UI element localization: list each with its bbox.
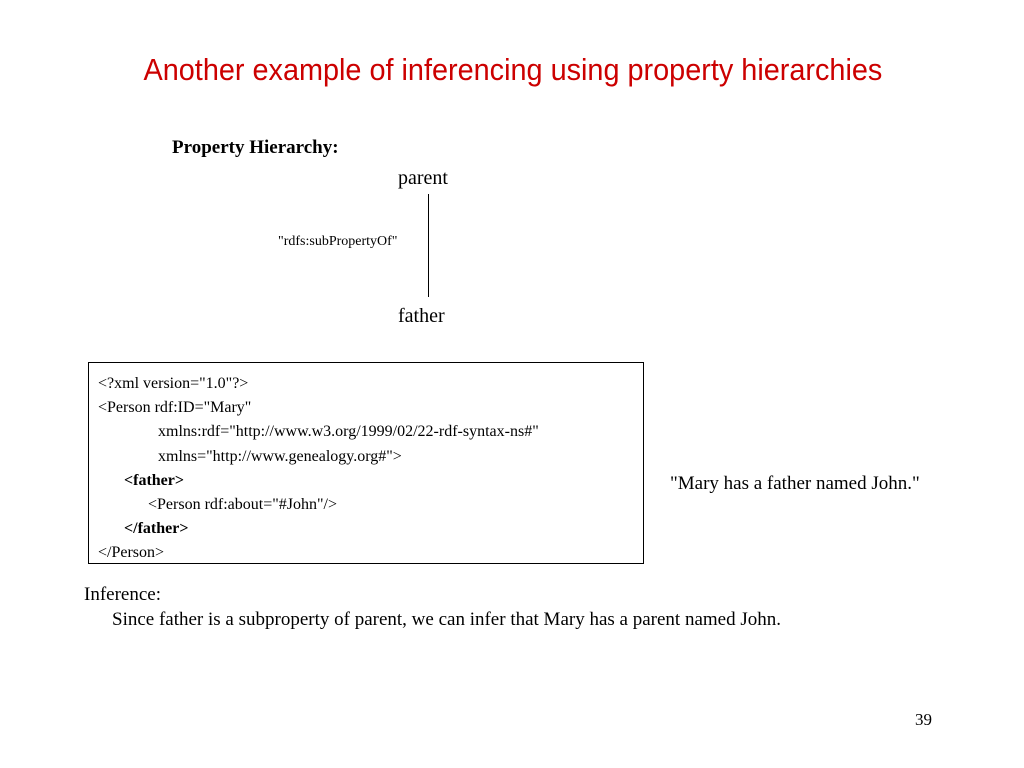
inference-label: Inference:	[84, 584, 161, 605]
code-line-father-open: <father>	[124, 471, 184, 489]
property-hierarchy-heading: Property Hierarchy:	[172, 137, 339, 158]
mary-father-quote: "Mary has a father named John."	[670, 473, 920, 494]
parent-property-node: parent	[398, 167, 448, 189]
code-line-xmlns-rdf: xmlns:rdf="http://www.w3.org/1999/02/22-rdf-syntax-ns#"	[158, 423, 539, 441]
code-line-person-about: <Person rdf:about="#John"/>	[148, 496, 338, 514]
code-line-xmlns-default: xmlns="http://www.genealogy.org#">	[158, 447, 402, 465]
code-line-person-close: </Person>	[98, 544, 165, 562]
rdf-code-box	[88, 362, 644, 564]
subproperty-edge-label: "rdfs:subPropertyOf"	[278, 234, 398, 249]
code-line-father-close: </father>	[124, 520, 189, 538]
code-line-person-open: <Person rdf:ID="Mary"	[98, 399, 252, 417]
inference-text: Since father is a subproperty of parent, we can infer that Mary has a parent named John.	[112, 609, 781, 630]
code-line-xml-declaration: <?xml version="1.0"?>	[98, 375, 249, 392]
page-number: 39	[915, 710, 932, 729]
subproperty-edge-line	[428, 194, 429, 297]
slide-title: Another example of inferencing using property hierarchies	[143, 52, 883, 87]
father-property-node: father	[398, 305, 445, 327]
